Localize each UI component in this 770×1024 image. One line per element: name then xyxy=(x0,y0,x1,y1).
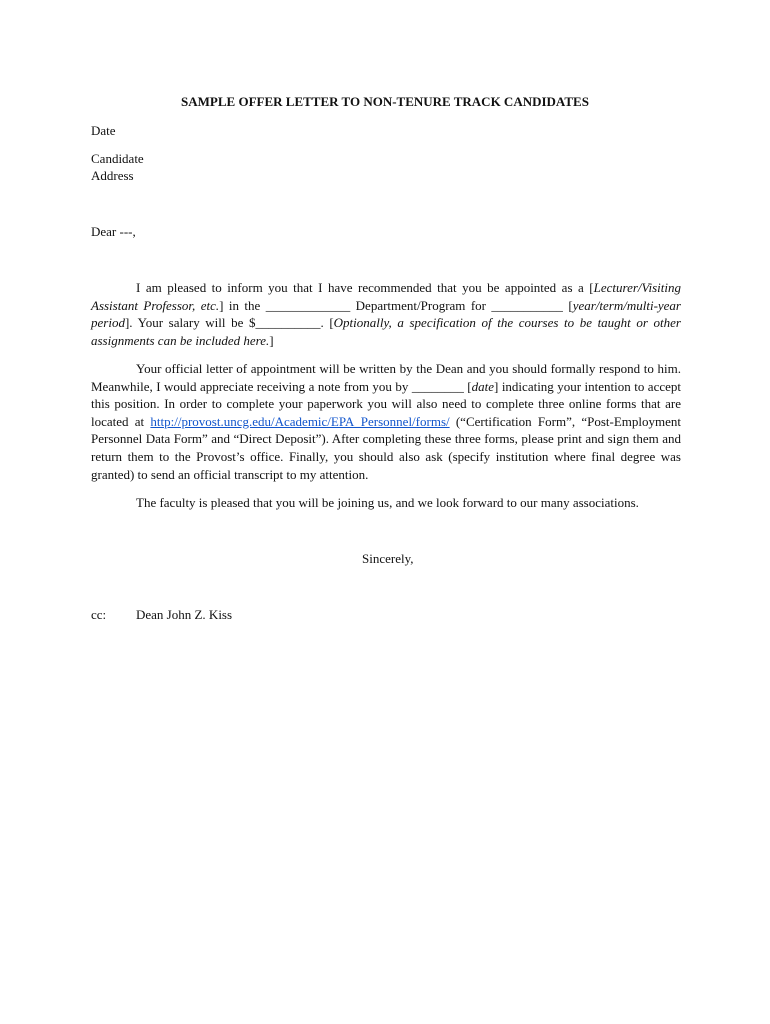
p3-text: The faculty is pleased that you will be joining us, and we look forward to our many associations. xyxy=(136,495,639,510)
salutation: Dear ---, xyxy=(91,224,136,239)
p2-text-2: ] indicating your intention to accept this position. In order to complete your paperwork you will also need to complete three online forms that are located at xyxy=(91,378,681,429)
p1-period: year/term/multi-year period xyxy=(91,297,681,331)
paragraph-official-letter xyxy=(91,360,681,483)
p2-date: date xyxy=(471,378,495,394)
p1-text-1: I am pleased to inform you that I have recommended that you be appointed as a [ xyxy=(136,280,594,295)
paragraph-appointment xyxy=(91,279,681,349)
paragraph-faculty xyxy=(91,494,681,512)
candidate-line: Candidate xyxy=(91,151,144,166)
forms-link[interactable]: http://provost.uncg.edu/Academic/EPA_Personnel/forms/ xyxy=(150,413,450,429)
p1-text-2: ] in the _____________ Department/Program for ___________ [ xyxy=(219,297,573,313)
cc-label: cc: xyxy=(91,607,107,622)
p2-text-1: Your official letter of appointment will be written by the Dean and you should formally respond to him. Meanwhile, I would appreciate receiving a note from you by ________ [ xyxy=(91,361,681,394)
closing: Sincerely, xyxy=(362,551,414,566)
cc-name: Dean John Z. Kiss xyxy=(136,607,233,622)
p1-text-4: ] xyxy=(269,332,274,348)
p2-text-3: (“Certification Form”, “Post-Employment Personnel Data Form” and “Direct Deposit”). After completing these three forms, please print and sign them and return them to the Provost’s office. Finally, you should also ask (specify institution where final degree was granted) to send an official transcript to my attention. xyxy=(91,413,681,482)
letter-title: SAMPLE OFFER LETTER TO NON-TENURE TRACK CANDIDATES xyxy=(181,94,589,109)
p1-text-3: ]. Your salary will be $__________. [ xyxy=(124,315,334,331)
p1-position: Lecturer/Visiting Assistant Professor, etc. xyxy=(91,280,681,313)
address-line: Address xyxy=(91,168,134,183)
date-line: Date xyxy=(91,123,116,138)
p1-optional-note: Optionally, a specification of the courses to be taught or other assignments can be included here. xyxy=(91,315,681,348)
